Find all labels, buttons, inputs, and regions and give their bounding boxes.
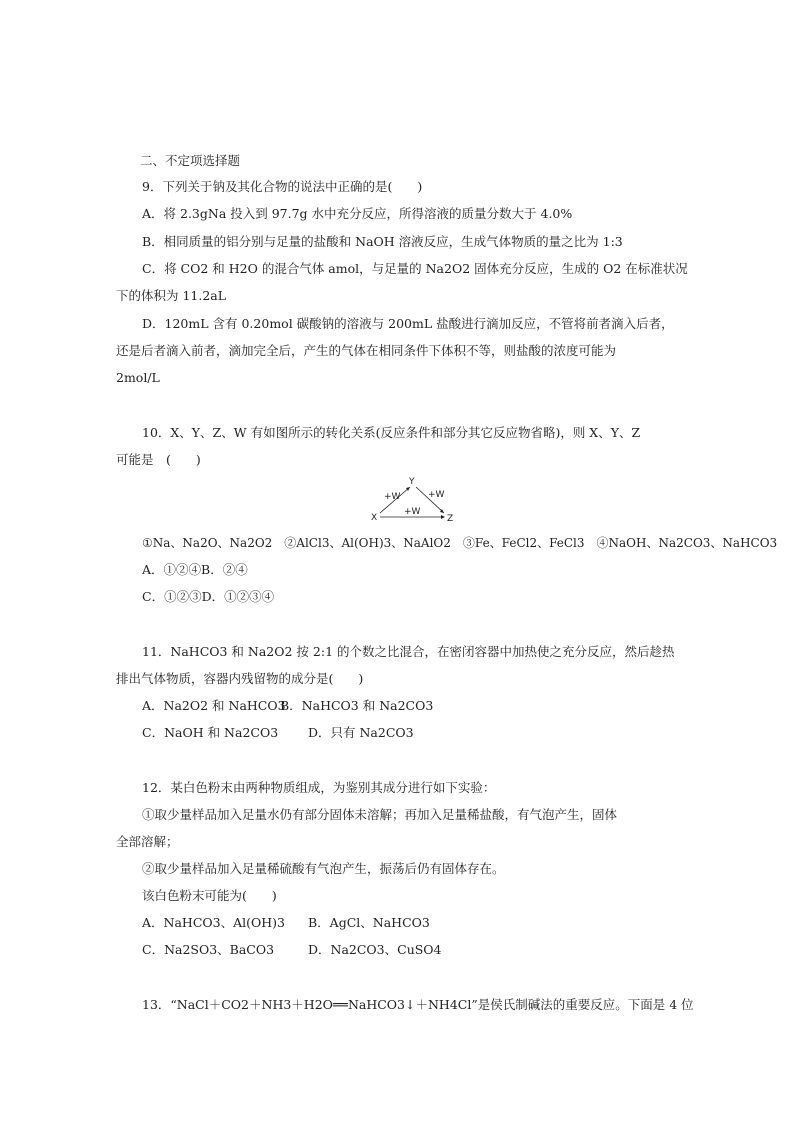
q12-question: 该白色粉末可能为( ) xyxy=(142,888,277,903)
edge-label-xz: +W xyxy=(404,507,421,517)
q12-option-b: B．AgCl、NaHCO3 xyxy=(308,915,430,930)
q12-option-d: D．Na2CO3、CuSO4 xyxy=(308,942,442,957)
node-z: Z xyxy=(447,514,454,522)
q9-option-d-line2: 还是后者滴入前者，滴加完全后，产生的气体在相同条件下体积不等，则盐酸的浓度可能为 xyxy=(116,343,617,358)
q12-option-a: A．NaHCO3、Al(OH)3 xyxy=(142,915,285,930)
q12-step1-line1: ①取少量样品加入足量水仍有部分固体未溶解；再加入足量稀盐酸，有气泡产生，固体 xyxy=(142,807,618,822)
q11-option-a: A．Na2O2 和 NaHCO3 xyxy=(142,698,286,713)
q9-option-a: A．将 2.3gNa 投入到 97.7g 水中充分反应，所得溶液的质量分数大于 4.0% xyxy=(142,206,573,221)
q10-stem-line2: 可能是 ( ) xyxy=(116,452,201,467)
conversion-triangle-diagram xyxy=(368,477,458,522)
q9-option-d-line1: D．120mL 含有 0.20mol 碳酸钠的溶液与 200mL 盐酸进行滴加反应，不管将前者滴入后者， xyxy=(142,316,674,331)
q12-step1-line2: 全部溶解； xyxy=(116,834,179,849)
q9-option-c-line2: 下的体积为 11.2aL xyxy=(116,288,227,303)
q12-option-c: C．Na2SO3、BaCO3 xyxy=(142,942,275,957)
q9-option-d-line3: 2mol/L xyxy=(116,370,160,385)
q11-option-c: C．NaOH 和 Na2CO3 xyxy=(142,725,279,740)
q10-options-ab: A．①②④B．②④ xyxy=(142,562,248,577)
q13-stem: 13．“NaCl＋CO2＋NH3＋H2O══NaHCO3↓＋NH4Cl”是侯氏制碱法的重要反应。下面是 4 位 xyxy=(142,997,694,1012)
q11-stem-line1: 11．NaHCO3 和 Na2O2 按 2:1 的个数之比混合，在密闭容器中加热使之充分反应，然后趁热 xyxy=(142,644,675,659)
section-title: 二、不定项选择题 xyxy=(140,153,241,168)
q9-stem: 9．下列关于钠及其化合物的说法中正确的是( ) xyxy=(142,179,423,194)
edge-label-yz: +W xyxy=(428,490,445,500)
q10-stem-line1: 10．X、Y、Z、W 有如图所示的转化关系(反应条件和部分其它反应物省略)，则 X、Y、Z xyxy=(142,425,641,440)
q12-stem: 12．某白色粉末由两种物质组成，为鉴别其成分进行如下实验： xyxy=(142,780,496,795)
q9-option-b: B．相同质量的铝分别与足量的盐酸和 NaOH 溶液反应，生成气体物质的量之比为 1:3 xyxy=(142,234,623,249)
arrowhead-x-to-z xyxy=(441,515,445,519)
edge-label-xy: +W xyxy=(384,492,401,502)
node-x: X xyxy=(371,513,378,522)
q12-step2: ②取少量样品加入足量稀硫酸有气泡产生，振荡后仍有固体存在。 xyxy=(142,861,505,876)
q11-stem-line2: 排出气体物质，容器内残留物的成分是( ) xyxy=(116,671,364,686)
q10-options-line: ①Na、Na2O、Na2O2 ②AlCl3、Al(OH)3、NaAlO2 ③Fe、FeCl2、FeCl3 ④NaOH、Na2CO3、NaHCO3 xyxy=(142,536,778,550)
q11-option-d: D．只有 Na2CO3 xyxy=(308,725,414,740)
q11-option-b: B．NaHCO3 和 Na2CO3 xyxy=(280,698,434,713)
q9-option-c-line1: C．将 CO2 和 H2O 的混合气体 amol，与足量的 Na2O2 固体充分反应，生成的 O2 在标准状况 xyxy=(142,261,688,276)
node-y: Y xyxy=(409,477,415,487)
q10-options-cd: C．①②③D．①②③④ xyxy=(142,589,275,604)
